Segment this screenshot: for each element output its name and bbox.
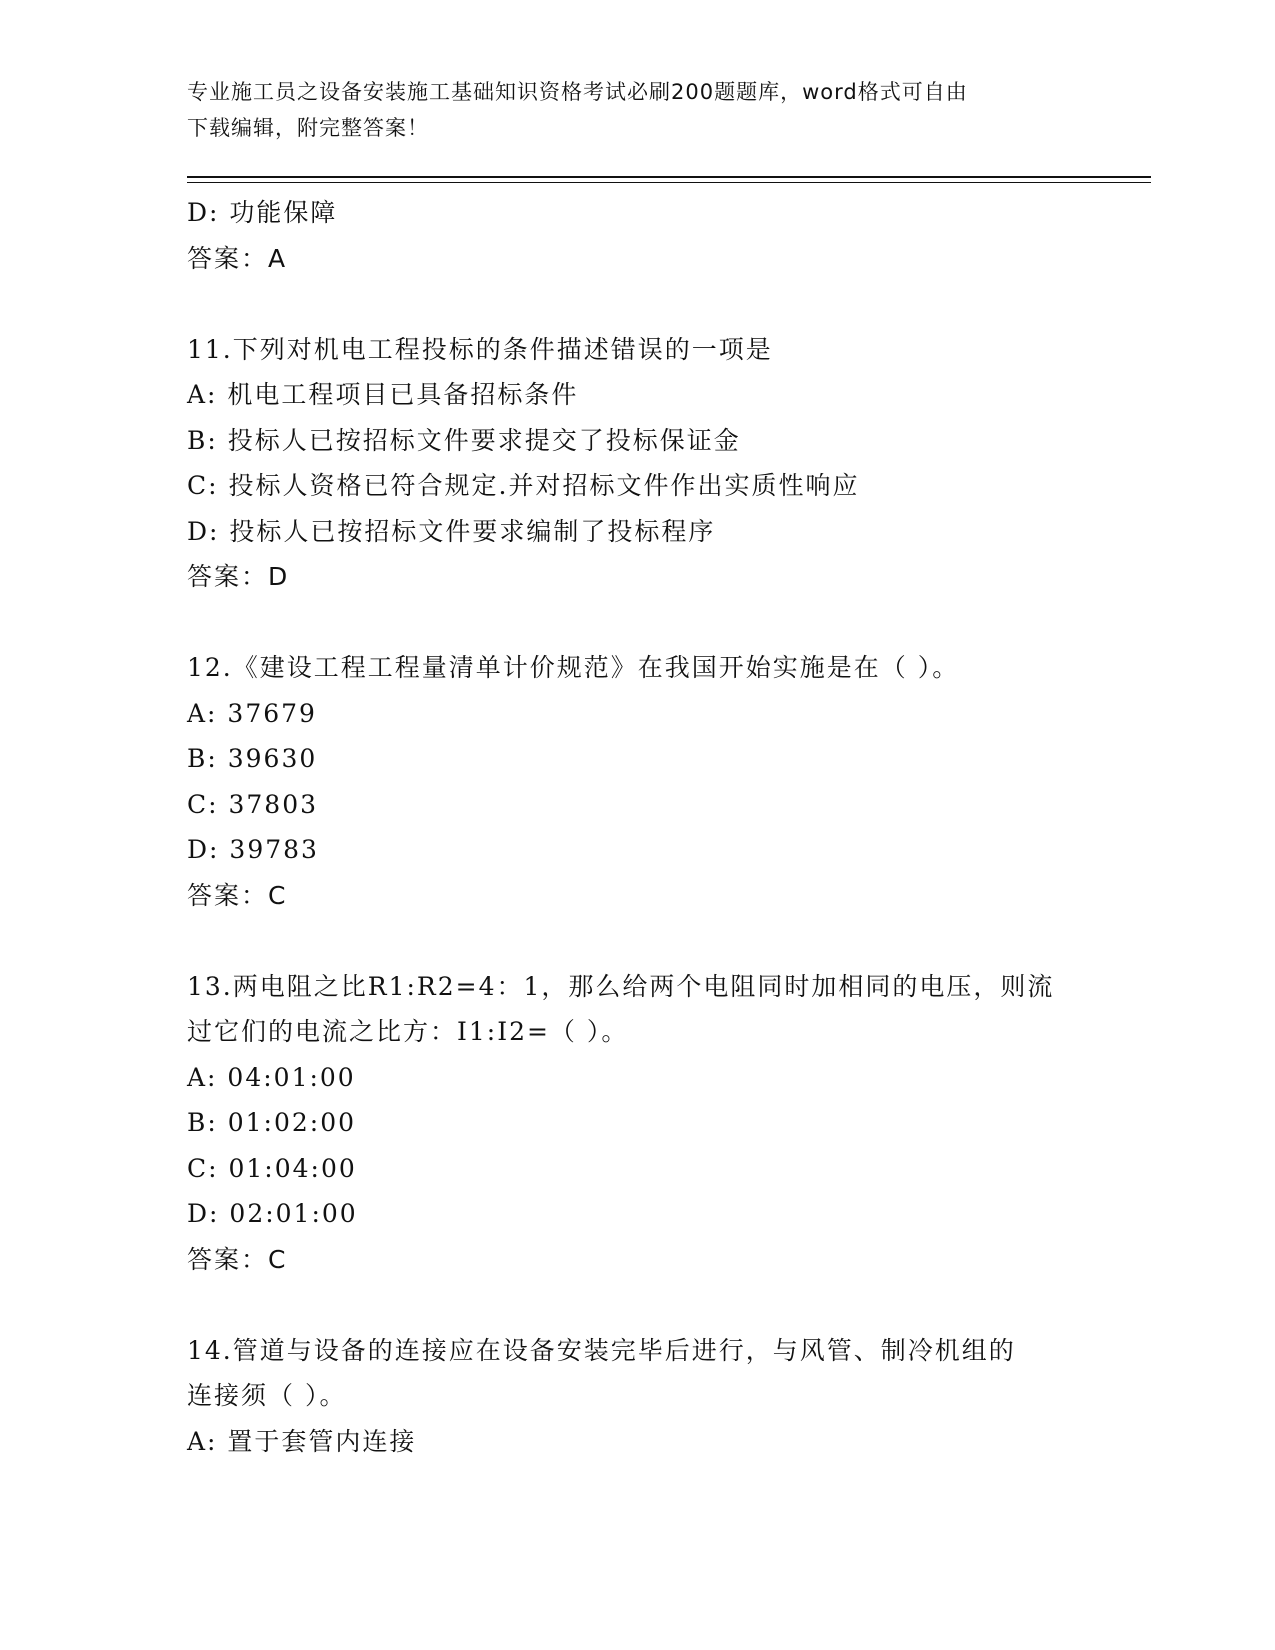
question-11 [187, 327, 1087, 600]
answer: 答案：C [187, 880, 288, 910]
option-d: D: 功能保障 [187, 198, 338, 227]
question-text: 12.《建设工程工程量清单计价规范》在我国开始实施是在（ ）。 [187, 653, 960, 682]
question-list [187, 190, 1087, 1464]
answer: 答案：D [187, 562, 290, 591]
answer: 答案：A [187, 243, 288, 273]
option-d: D: 投标人已按招标文件要求编制了投标程序 [187, 516, 716, 546]
document-header [187, 74, 1087, 146]
question-14 [187, 1328, 1087, 1465]
header-line-1: 专业施工员之设备安装施工基础知识资格考试必刷200题题库，word格式可自由 [187, 80, 968, 104]
question-text-line-2: 过它们的电流之比方：I1:I2=（ ）。 [187, 1017, 629, 1046]
option-a: A: 37679 [187, 698, 317, 728]
question-text: 11.下列对机电工程投标的条件描述错误的一项是 [187, 334, 773, 364]
spacer [187, 281, 1087, 327]
header-line-2: 下载编辑，附完整答案！ [187, 116, 429, 140]
question-text-line-1: 13.两电阻之比R1:R2=4：1，那么给两个电阻同时加相同的电压，则流 [187, 971, 1055, 1001]
option-a: A: 置于套管内连接 [187, 1426, 417, 1456]
question-12 [187, 645, 1087, 918]
option-b: B: 39630 [187, 744, 318, 773]
option-c: C: 01:04:00 [187, 1153, 357, 1183]
option-d: D: 02:01:00 [187, 1199, 358, 1228]
question-text-line-1: 14.管道与设备的连接应在设备安装完毕后进行，与风管、制冷机组的 [187, 1335, 1016, 1365]
spacer [187, 918, 1087, 964]
option-a: A: 机电工程项目已具备招标条件 [187, 380, 579, 409]
option-d: D: 39783 [187, 835, 319, 864]
answer: 答案：C [187, 1244, 288, 1274]
question-text-line-2: 连接须（ ）。 [187, 1381, 347, 1410]
header-divider-thick [187, 176, 1151, 178]
header-divider-thin [187, 182, 1151, 183]
option-c: C: 投标人资格已符合规定.并对招标文件作出实质性响应 [187, 471, 860, 500]
spacer [187, 600, 1087, 646]
spacer [187, 1282, 1087, 1328]
question-10 [187, 190, 1087, 281]
option-a: A: 04:01:00 [187, 1062, 356, 1092]
question-13 [187, 964, 1087, 1283]
option-b: B: 01:02:00 [187, 1108, 357, 1137]
option-c: C: 37803 [187, 789, 319, 819]
option-b: B: 投标人已按招标文件要求提交了投标保证金 [187, 425, 741, 455]
